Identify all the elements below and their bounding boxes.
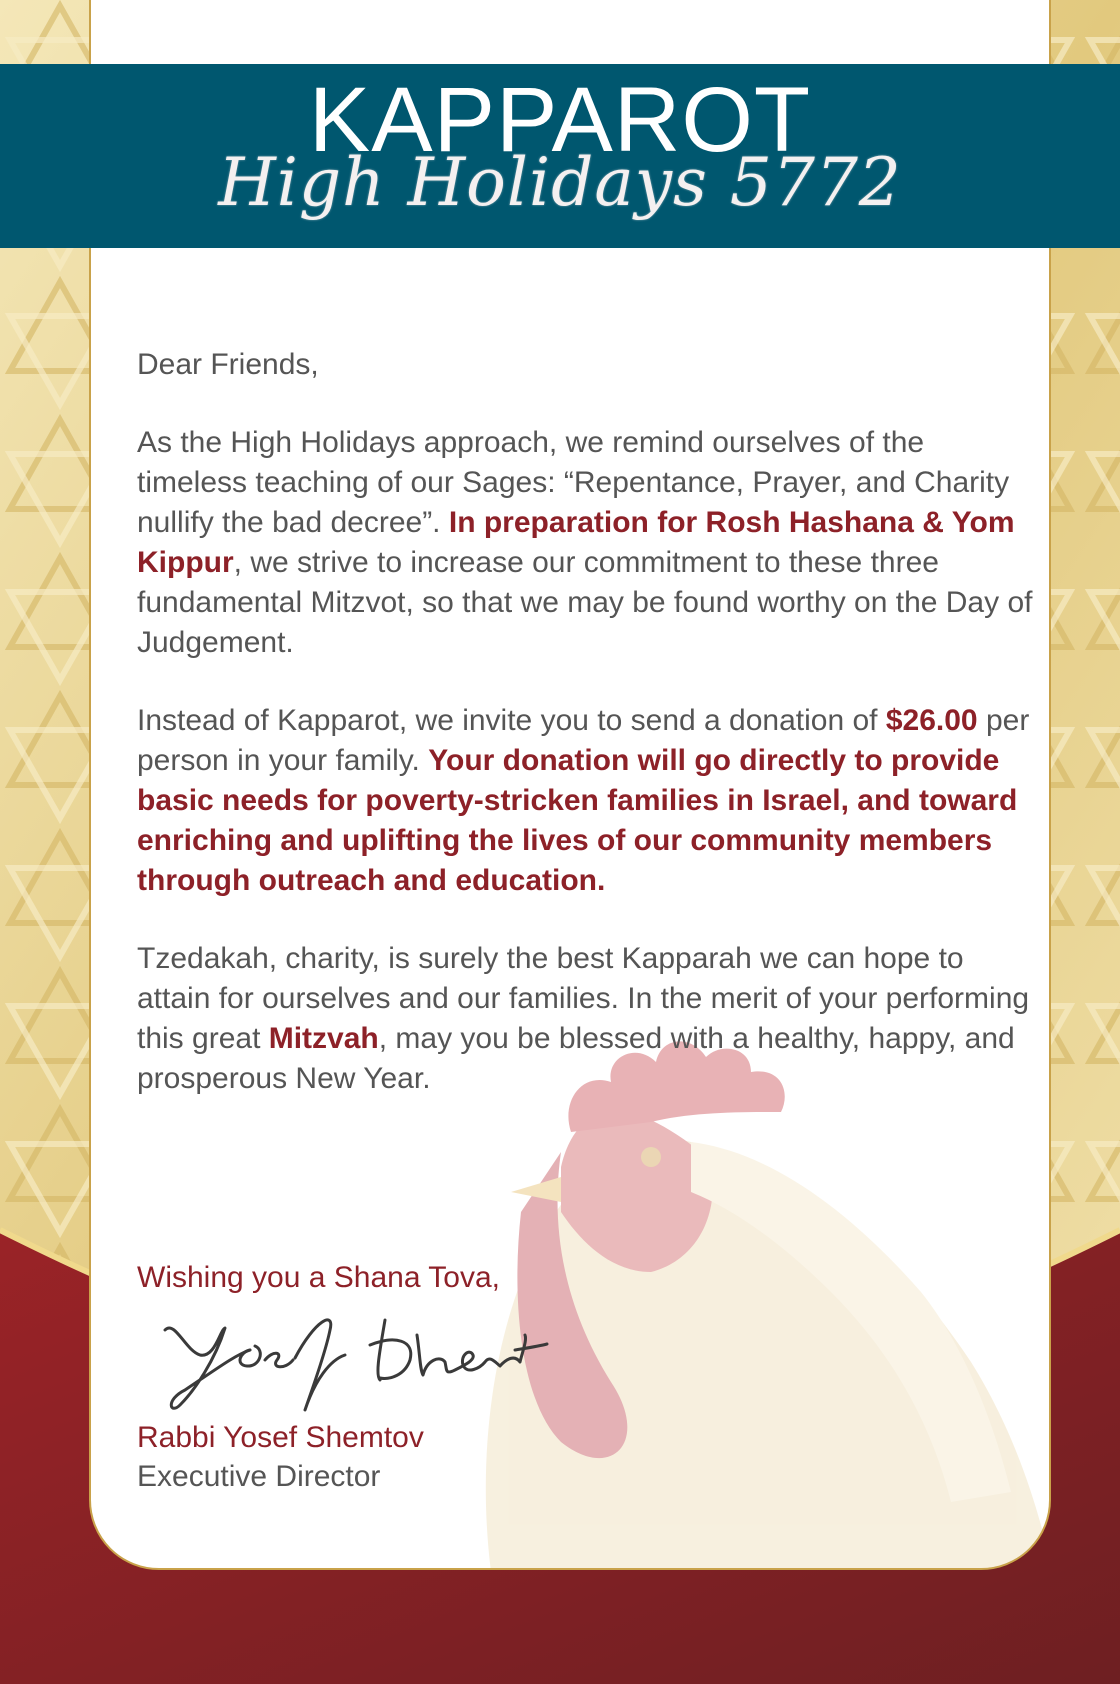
signature-image xyxy=(155,1300,555,1420)
paragraph-2 xyxy=(137,701,1037,901)
signer-name: Rabbi Yosef Shemtov xyxy=(137,1421,424,1454)
page-title: KAPPAROT xyxy=(308,69,812,171)
paragraph-3-text-b: , may you be blessed with a healthy, happy, and prosperous New Year. xyxy=(137,1022,1015,1095)
paragraph-1-highlight: In preparation for Rosh Hashana & Yom Kippur xyxy=(137,506,1015,579)
paragraph-2-text-a: Instead of Kapparot, we invite you to send a donation of xyxy=(137,704,886,737)
signer-title: Executive Director xyxy=(137,1460,381,1493)
paragraph-2-highlight: Your donation will go directly to provide basic needs for poverty-stricken families in Israel, and toward enriching and uplifting the lives of our community members through outreach and education. xyxy=(137,744,1018,897)
page-subtitle: High Holidays 5772 xyxy=(218,144,902,221)
paragraph-3-text-a: Tzedakah, charity, is surely the best Kapparah we can hope to attain for ourselves and our families. In the merit of your performing this great xyxy=(137,942,1030,1055)
salutation: Dear Friends, xyxy=(137,348,319,381)
paragraph-3-highlight: Mitzvah xyxy=(268,1022,379,1055)
paragraph-2-text-b: per person in your family. xyxy=(137,704,1030,777)
paragraph-1-text-b: , we strive to increase our commitment to these three fundamental Mitzvot, so that we may be found worthy on the Day of Judgement. xyxy=(137,546,1033,659)
donation-amount: $26.00 xyxy=(885,704,978,737)
paragraph-3 xyxy=(137,939,1037,1099)
paragraph-1-text-a: As the High Holidays approach, we remind ourselves of the timeless teaching of our Sages: “Repentance, Prayer, and Charity nullify the bad decree”. xyxy=(137,426,1010,539)
letter-body xyxy=(137,345,1037,1137)
closing-line: Wishing you a Shana Tova, xyxy=(137,1261,501,1294)
paragraph-1 xyxy=(137,423,1037,663)
